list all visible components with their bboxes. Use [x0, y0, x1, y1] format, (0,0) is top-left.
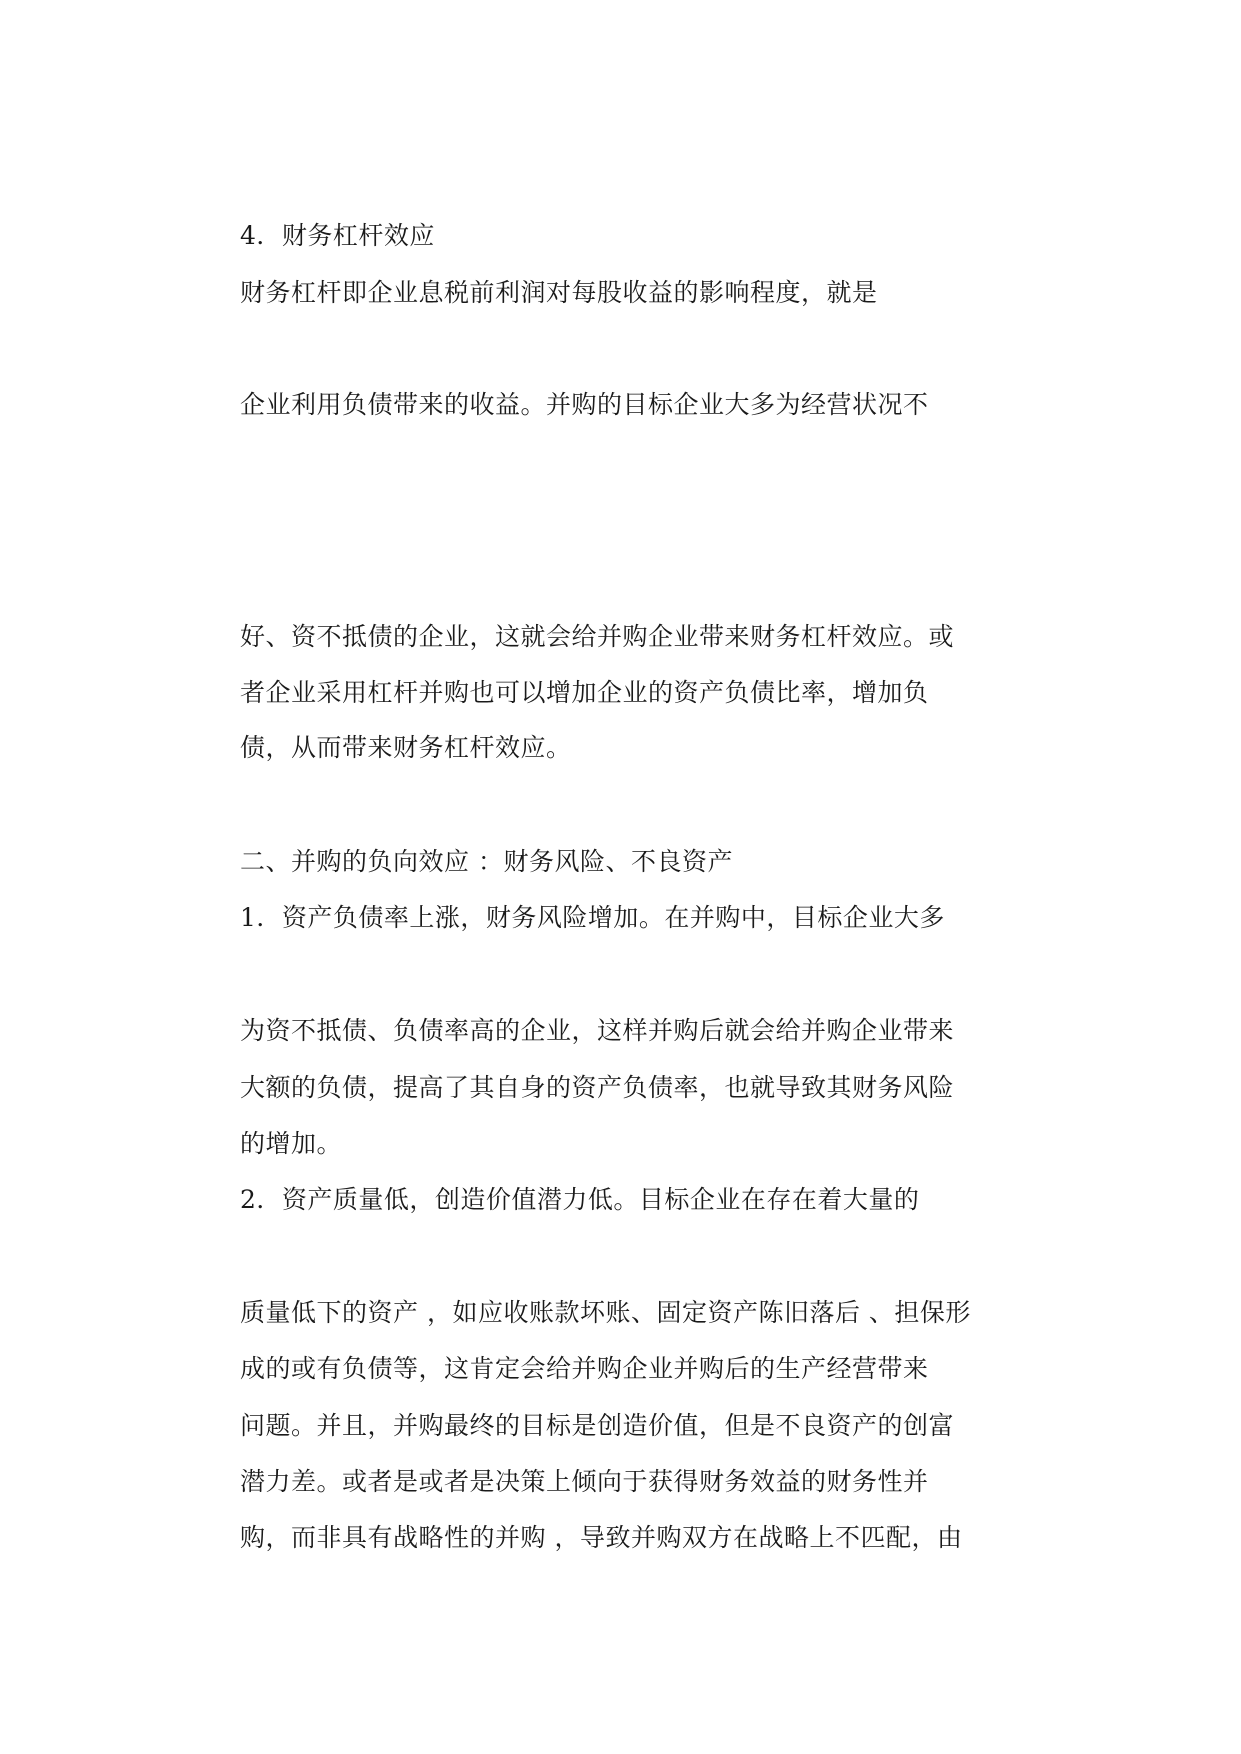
paragraph-line: 财务杠杆即企业息税前利润对每股收益的影响程度，就是 — [240, 278, 878, 307]
paragraph-line: 1．资产负债率上涨，财务风险增加。在并购中，目标企业大多 — [240, 903, 945, 932]
paragraph-line: 的增加。 — [240, 1129, 343, 1158]
paragraph-line: 问题。并且，并购最终的目标是创造价值，但是不良资产的创富 — [240, 1411, 955, 1440]
section-heading-negative-effects: 二、并购的负向效应 ：财务风险、不良资产 — [240, 847, 733, 876]
paragraph-line: 购，而非具有战略性的并购 ，导致并购双方在战略上不匹配，由 — [240, 1523, 963, 1552]
paragraph-line: 质量低下的资产 ，如应收账款坏账、固定资产陈旧落后 、担保形 — [240, 1298, 971, 1327]
paragraph-line: 大额的负债，提高了其自身的资产负债率，也就导致其财务风险 — [240, 1073, 955, 1102]
paragraph-line: 为资不抵债、负债率高的企业，这样并购后就会给并购企业带来 — [240, 1016, 955, 1045]
section-heading-financial-leverage: 4．财务杠杆效应 — [240, 221, 435, 250]
paragraph-line: 好、资不抵债的企业，这就会给并购企业带来财务杠杆效应。或 — [240, 622, 955, 651]
paragraph-line: 者企业采用杠杆并购也可以增加企业的资产负债比率，增加负 — [240, 678, 929, 707]
paragraph-line: 2．资产质量低，创造价值潜力低。目标企业在存在着大量的 — [240, 1185, 920, 1214]
paragraph-line: 成的或有负债等，这肯定会给并购企业并购后的生产经营带来 — [240, 1354, 929, 1383]
paragraph-line: 企业利用负债带来的收益。并购的目标企业大多为经营状况不 — [240, 390, 929, 419]
paragraph-line: 债，从而带来财务杠杆效应。 — [240, 733, 572, 762]
paragraph-line: 潜力差。或者是或者是决策上倾向于获得财务效益的财务性并 — [240, 1467, 929, 1496]
